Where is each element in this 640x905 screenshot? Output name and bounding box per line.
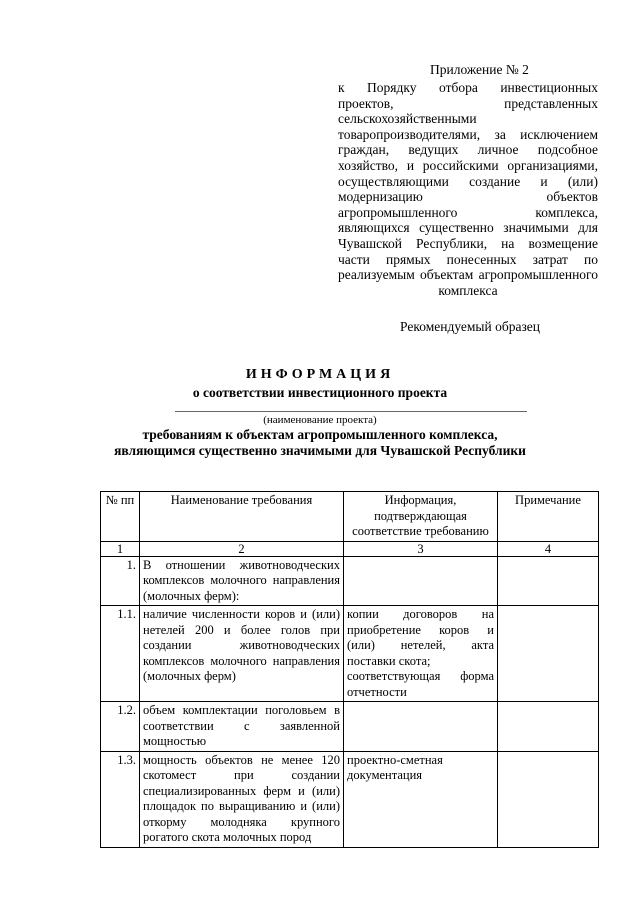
requirements-table: [100, 491, 599, 848]
row-information-line-2: соответствующая форма отчетности: [347, 669, 494, 699]
row-note: [498, 556, 599, 606]
column-index: 2: [140, 541, 344, 556]
row-requirement: В отношении животноводческих комплексов молочного направления (молочных ферм):: [140, 556, 344, 606]
column-index-row: [101, 541, 599, 556]
column-index: 1: [101, 541, 140, 556]
row-number: 1.: [101, 556, 140, 606]
row-information: [344, 556, 498, 606]
annex-title: Приложение № 2: [430, 62, 529, 77]
header-requirement: Наименование требования: [140, 492, 344, 542]
row-number: 1.2.: [101, 702, 140, 752]
row-information-line-1: копии договоров на приобретение коров и (или) нетелей, акта поставки скота;: [347, 607, 494, 668]
row-information: проектно-сметная документация: [344, 751, 498, 847]
row-number: 1.1.: [101, 606, 140, 702]
row-number: 1.3.: [101, 751, 140, 847]
project-name-line: [175, 411, 527, 412]
header-number: № пп: [101, 492, 140, 542]
project-name-caption: (наименование проекта): [263, 414, 377, 426]
row-requirement: наличие численности коров и (или) нетелей 200 и более голов при создании животноводческих комплексов молочного направления (молочных ферм): [140, 606, 344, 702]
document-title: ИНФОРМАЦИЯ: [245, 367, 395, 382]
header-note: Примечание: [498, 492, 599, 542]
table-row: [101, 702, 599, 752]
table-row: [101, 606, 599, 702]
row-requirement: мощность объектов не менее 120 скотомест при создании специализированных ферм и (или) площадок по выращиванию и (или) откорму молодняка крупного рогатого скота молочных пород: [140, 751, 344, 847]
table-row: [101, 751, 599, 847]
row-requirement: объем комплектации поголовьем в соответствии с заявленной мощностью: [140, 702, 344, 752]
row-note: [498, 702, 599, 752]
requirements-heading-line-1: требованиям к объектам агропромышленного комплекса,: [142, 427, 498, 442]
row-note: [498, 606, 599, 702]
row-information: [344, 606, 498, 702]
header-information: Информация, подтверждающая соответствие требованию: [344, 492, 498, 542]
column-index: 4: [498, 541, 599, 556]
row-information: [344, 702, 498, 752]
row-note: [498, 751, 599, 847]
recommended-sample-label: Рекомендуемый образец: [400, 319, 541, 334]
table-header-row: [101, 492, 599, 542]
requirements-heading-line-2: являющимся существенно значимыми для Чувашской Республики: [114, 443, 526, 458]
requirements-heading: [0, 427, 640, 459]
column-index: 3: [344, 541, 498, 556]
table-row: [101, 556, 599, 606]
annex-reference: к Порядку отбора инвестиционных проектов, представленных сельскохозяйственными товаропроизводителями, за исключением граждан, ведущих личное подсобное хозяйство, и российскими организациями, осуществляющими создание и (или) модернизацию объектов агропромышленного комплекса, являющихся существенно значимыми для Чувашской Республики, на возмещение части прямых понесенных затрат по реализуемым объектам агропромышленного комплекса: [338, 80, 598, 298]
document-subtitle: о соответствии инвестиционного проекта: [192, 385, 448, 400]
